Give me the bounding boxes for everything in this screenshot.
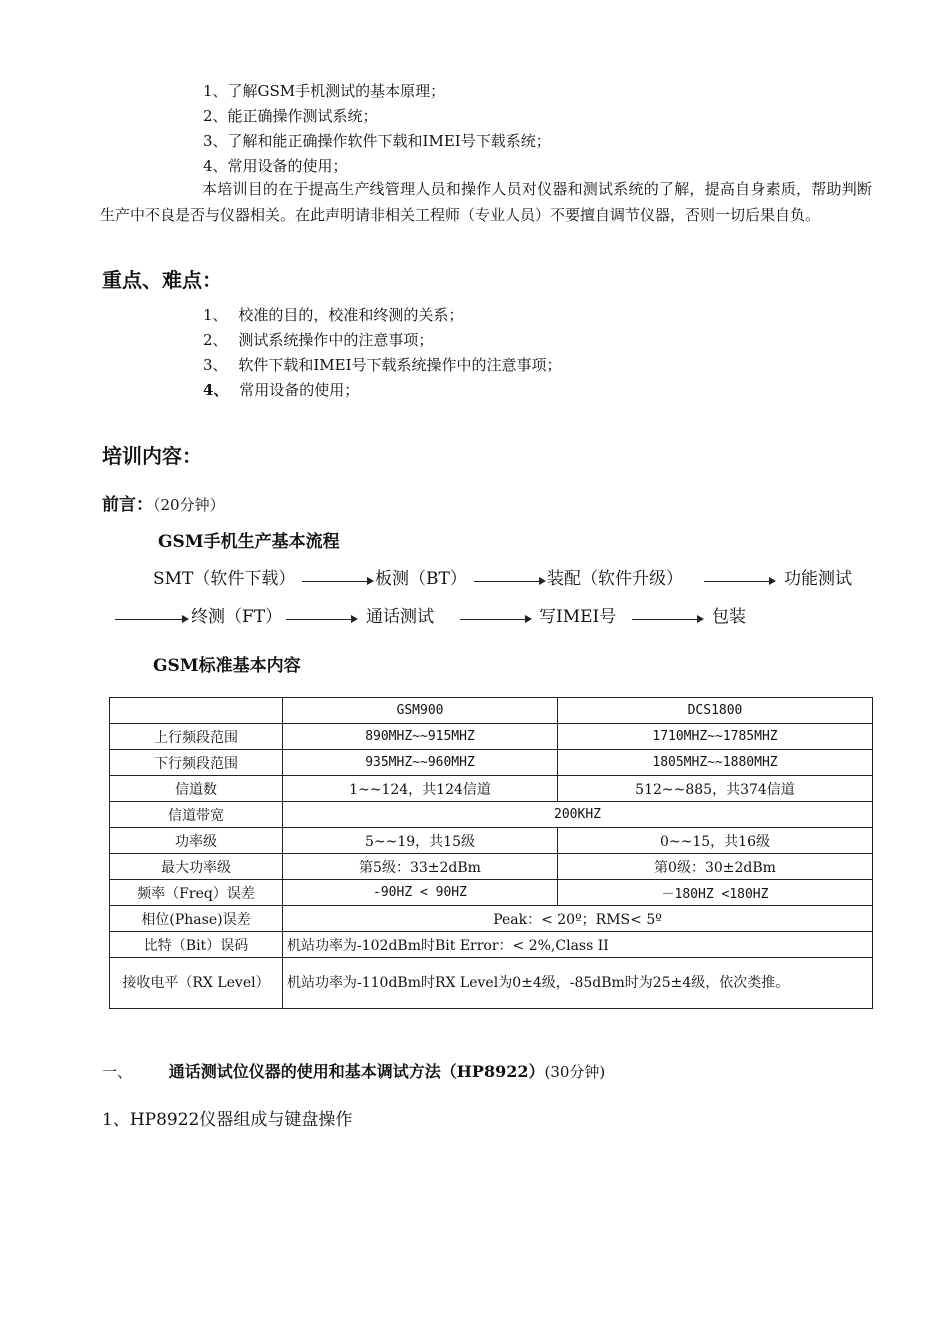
flow-arrow	[302, 581, 372, 582]
section1-heading	[102, 1059, 605, 1082]
gsm900-cell: 1~~124，共124信道	[283, 776, 558, 802]
section1-title: 通话测试位仪器的使用和基本调试方法（HP8922）	[168, 1062, 545, 1081]
flow-arrow	[704, 581, 774, 582]
standard-title: GSM标准基本内容	[153, 656, 301, 676]
key-point-num: 3、	[203, 356, 228, 374]
table-row	[110, 750, 873, 776]
objective-item-4: 4、常用设备的使用；	[203, 157, 348, 175]
table-row	[110, 828, 873, 854]
dcs1800-cell: 0~~15，共16级	[558, 828, 873, 854]
table-row	[110, 776, 873, 802]
table-row	[110, 724, 873, 750]
gsm900-cell: -90HZ < 90HZ	[283, 880, 558, 906]
row-label: 上行频段范围	[110, 724, 283, 750]
row-label: 频率（Freq）误差	[110, 880, 283, 906]
row-label: 信道带宽	[110, 802, 283, 828]
row-label: 比特（Bit）误码	[110, 932, 283, 958]
objective-item-1: 1、了解GSM手机测试的基本原理；	[203, 82, 446, 100]
flow-step-smt: SMT（软件下载）	[153, 569, 296, 589]
intro-paragraph: 本培训目的在于提高生产线管理人员和操作人员对仪器和测试系统的了解，提高自身素质，帮助判断生产中不良是否与仪器相关。在此声明请非相关工程师（专业人员）不要擅自调节仪器，否则一切后果自负。	[100, 180, 872, 224]
row-label: 下行频段范围	[110, 750, 283, 776]
key-point-num: 2、	[203, 331, 228, 349]
objective-item-3: 3、了解和能正确操作软件下载和IMEI号下载系统；	[203, 132, 551, 150]
table-row	[110, 958, 873, 1009]
gsm900-cell: 890MHZ~~915MHZ	[283, 724, 558, 750]
table-row	[110, 854, 873, 880]
objective-item-2: 2、能正确操作测试系统；	[203, 107, 378, 125]
dcs1800-cell: －180HZ <180HZ	[558, 880, 873, 906]
dcs1800-cell: 1805MHZ~~1880MHZ	[558, 750, 873, 776]
key-point-text: 测试系统操作中的注意事项；	[238, 331, 434, 349]
row-label: 最大功率级	[110, 854, 283, 880]
key-point-item-4	[203, 379, 359, 400]
key-point-item-1	[203, 304, 463, 325]
flow-arrow	[115, 619, 187, 620]
flow-step-call-test: 通话测试	[366, 607, 434, 627]
dcs1800-cell: 1710MHZ~~1785MHZ	[558, 724, 873, 750]
flow-step-function-test: 功能测试	[784, 569, 852, 589]
dcs1800-cell: 512~~885，共374信道	[558, 776, 873, 802]
key-point-text: 常用设备的使用；	[239, 381, 360, 399]
key-point-num: 4、	[203, 381, 229, 399]
section1-duration: (30分钟)	[544, 1063, 606, 1081]
preface-label: 前言：	[102, 495, 153, 515]
row-label: 信道数	[110, 776, 283, 802]
key-point-text: 校准的目的，校准和终测的关系；	[238, 306, 464, 324]
merged-cell: 200KHZ	[283, 802, 873, 828]
table-header-cell: DCS1800	[558, 698, 873, 724]
table-row	[110, 932, 873, 958]
gsm900-cell: 935MHZ~~960MHZ	[283, 750, 558, 776]
row-label: 相位(Phase)误差	[110, 906, 283, 932]
flow-arrow	[474, 581, 544, 582]
flow-title: GSM手机生产基本流程	[158, 532, 340, 552]
gsm900-cell: 5~~19，共15级	[283, 828, 558, 854]
flow-step-assembly: 装配（软件升级）	[547, 569, 683, 589]
merged-cell: Peak：< 20º；RMS< 5º	[283, 906, 873, 932]
merged-cell: 机站功率为-110dBm时RX Level为0±4级，-85dBm时为25±4级，依次类推。	[283, 958, 873, 1009]
table-header-row	[110, 698, 873, 724]
table-row	[110, 802, 873, 828]
table-header-cell	[110, 698, 283, 724]
key-points-heading: 重点、难点：	[102, 268, 222, 292]
gsm-standard-table	[109, 697, 873, 1009]
row-label: 功率级	[110, 828, 283, 854]
flow-arrow	[286, 619, 356, 620]
flow-step-write-imei: 写IMEI号	[539, 607, 617, 627]
flow-step-board-test: 板测（BT）	[375, 569, 467, 589]
subsection1-heading: 1、HP8922仪器组成与键盘操作	[102, 1110, 353, 1130]
table-row	[110, 880, 873, 906]
key-point-item-2	[203, 329, 433, 350]
flow-arrow	[460, 619, 530, 620]
section1-number: 一、	[102, 1063, 133, 1081]
flow-arrow	[632, 619, 702, 620]
merged-cell: 机站功率为-102dBm时Bit Error：< 2%,Class II	[283, 932, 873, 958]
training-heading: 培训内容：	[102, 444, 202, 468]
flow-step-final-test: 终测（FT）	[191, 607, 283, 627]
table-header-cell: GSM900	[283, 698, 558, 724]
preface-duration: （20分钟）	[153, 496, 225, 514]
flow-step-packaging: 包装	[712, 607, 746, 627]
gsm900-cell: 第5级：33±2dBm	[283, 854, 558, 880]
key-point-num: 1、	[203, 306, 228, 324]
dcs1800-cell: 第0级：30±2dBm	[558, 854, 873, 880]
key-point-text: 软件下载和IMEI号下载系统操作中的注意事项；	[238, 356, 562, 374]
preface-line	[102, 490, 225, 515]
row-label: 接收电平（RX Level）	[110, 958, 283, 1009]
key-point-item-3	[203, 354, 562, 375]
table-row	[110, 906, 873, 932]
